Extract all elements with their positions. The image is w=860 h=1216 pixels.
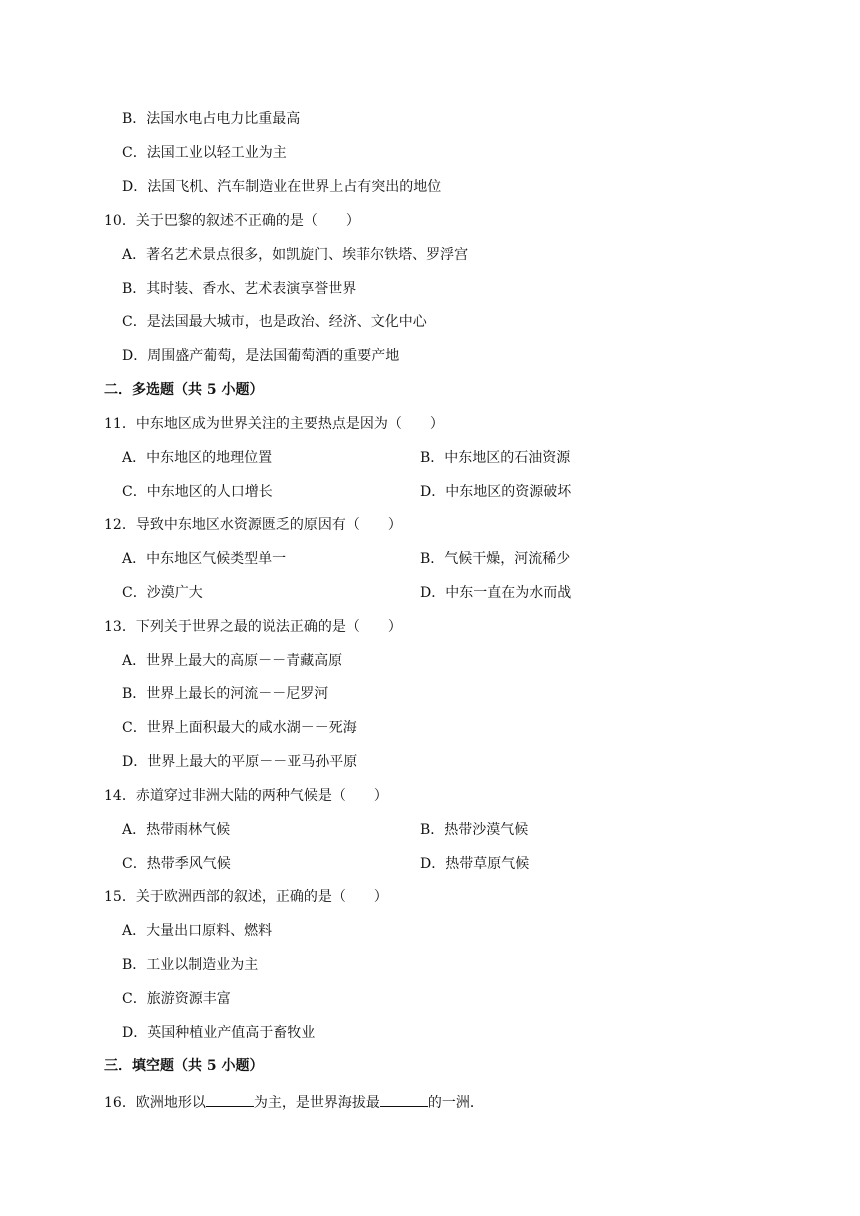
q12-option-d: D．中东一直在为水而战 [420,585,572,601]
q12-option-b: B．气候干燥，河流稀少 [420,551,571,567]
q13-option-c: C．世界上面积最大的咸水湖－－死海 [122,720,357,736]
q12-option-a: A．中东地区气候类型单一 [122,551,287,567]
q11-stem: 11．中东地区成为世界关注的主要热点是因为（ ） [104,416,444,432]
q12-stem: 12．导致中东地区水资源匮乏的原因有（ ） [104,517,402,533]
section-heading-fill-in-blank: 三．填空题（共 5 小题） [104,1058,264,1074]
q9-option-d: D．法国飞机、汽车制造业在世界上占有突出的地位 [122,179,442,195]
q14-stem: 14．赤道穿过非洲大陆的两种气候是（ ） [104,788,388,804]
q10-option-d: D．周围盛产葡萄，是法国葡萄酒的重要产地 [122,348,400,364]
q10-option-c: C．是法国最大城市，也是政治、经济、文化中心 [122,314,427,330]
q16-text-part2: 为主，是世界海拔最 [253,1095,380,1111]
q13-option-b: B．世界上最长的河流－－尼罗河 [122,686,329,702]
q16-text-part3: 的一洲． [427,1095,484,1111]
q11-option-a: A．中东地区的地理位置 [122,450,273,466]
q11-option-d: D．中东地区的资源破坏 [420,484,572,500]
q15-option-a: A．大量出口原料、燃料 [122,923,273,939]
q15-option-c: C．旅游资源丰富 [122,991,231,1007]
q15-option-d: D．英国种植业产值高于畜牧业 [122,1025,316,1041]
q10-option-b: B．其时装、香水、艺术表演享誉世界 [122,281,357,297]
q16-stem [104,1090,484,1110]
section-heading-multiple-choice: 二．多选题（共 5 小题） [104,382,264,398]
q9-option-b: B．法国水电占电力比重最高 [122,111,301,127]
q15-option-b: B．工业以制造业为主 [122,957,259,973]
q14-option-d: D．热带草原气候 [420,856,530,872]
q11-option-c: C．中东地区的人口增长 [122,484,273,500]
q15-stem: 15．关于欧洲西部的叙述，正确的是（ ） [104,889,388,905]
q16-blank-2 [380,1090,428,1107]
q10-option-a: A．著名艺术景点很多，如凯旋门、埃菲尔铁塔、罗浮宫 [122,247,469,263]
q13-stem: 13．下列关于世界之最的说法正确的是（ ） [104,619,402,635]
q12-option-c: C．沙漠广大 [122,585,203,601]
q13-option-a: A．世界上最大的高原－－青藏高原 [122,653,343,669]
q14-option-a: A．热带雨林气候 [122,822,231,838]
q10-stem: 10．关于巴黎的叙述不正确的是（ ） [104,213,360,229]
q14-option-b: B．热带沙漠气候 [420,822,529,838]
q16-text-part1: 16．欧洲地形以 [104,1095,206,1111]
q13-option-d: D．世界上最大的平原－－亚马孙平原 [122,754,358,770]
q9-option-c: C．法国工业以轻工业为主 [122,145,287,161]
q16-blank-1 [206,1090,254,1107]
q14-option-c: C．热带季风气候 [122,856,231,872]
q11-option-b: B．中东地区的石油资源 [420,450,571,466]
